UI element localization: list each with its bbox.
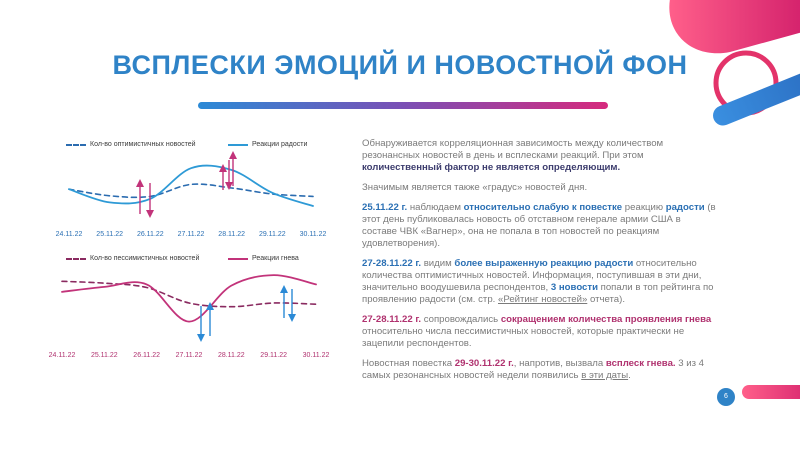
x-tick-label: 28.11.22 bbox=[217, 352, 245, 359]
x-tick-label: 25.11.22 bbox=[90, 352, 118, 359]
news-rating-link[interactable]: «Рейтинг новостей» bbox=[498, 294, 588, 305]
legend-label: Реакции гнева bbox=[252, 255, 299, 262]
paragraph-27-28-anger bbox=[362, 314, 718, 350]
text: 3 из 4 самых резонансных новостей недели появились bbox=[362, 358, 705, 381]
text: отчета). bbox=[587, 294, 625, 305]
paragraph-27-28-joy bbox=[362, 258, 718, 306]
text: видим bbox=[421, 258, 455, 269]
text: попали в топ рейтинга по проявлению радости (см. стр. bbox=[362, 282, 714, 305]
x-tick-label: 29.11.22 bbox=[258, 231, 286, 238]
emphasis-text: количественный фактор не является определяющим. bbox=[362, 162, 621, 173]
x-tick-label: 26.11.22 bbox=[136, 231, 164, 238]
these-dates-link[interactable]: в эти даты bbox=[581, 370, 629, 381]
x-tick-label: 26.11.22 bbox=[133, 352, 161, 359]
series-line-reaction bbox=[69, 166, 313, 206]
emphasis-text: относительно слабую к повестке bbox=[463, 202, 623, 213]
emphasis-text: радости bbox=[665, 202, 705, 213]
paragraph-degree bbox=[362, 182, 718, 194]
x-tick-label: 24.11.22 bbox=[55, 231, 83, 238]
x-tick-label: 25.11.22 bbox=[96, 231, 124, 238]
paragraph-25-11 bbox=[362, 202, 718, 250]
date-text: 27-28.11.22 г. bbox=[362, 314, 422, 325]
x-tick-label: 28.11.22 bbox=[218, 231, 246, 238]
paragraph-29-30 bbox=[362, 358, 718, 382]
date-text: 29-30.11.22 г. bbox=[454, 358, 514, 369]
text: Обнаруживается корреляционная зависимость между количеством резонансных новостей в день и всплесками реакций. При этом bbox=[362, 138, 664, 161]
date-text: 27-28.11.22 г. bbox=[362, 258, 422, 269]
emphasis-text: сокращением количества проявления гнева bbox=[500, 314, 712, 325]
text: , напротив, вызвала bbox=[513, 358, 606, 369]
x-tick-label: 27.11.22 bbox=[177, 231, 205, 238]
legend-label: Реакции радости bbox=[252, 141, 308, 148]
text: сопровождались bbox=[421, 314, 501, 325]
page-number-badge: 6 bbox=[717, 388, 735, 406]
text: относительно количества оптимистичных новостей. Информация, поступившая в эти дни, значительно воодушевила респондентов, bbox=[362, 258, 702, 293]
paragraph-correlation bbox=[362, 138, 718, 174]
text: относительно числа пессимистичных новостей, которые практически не зацепили респондентов. bbox=[362, 326, 685, 349]
emphasis-text: более выраженную реакцию радости bbox=[454, 258, 634, 269]
text-column bbox=[362, 138, 718, 390]
x-tick-label: 30.11.22 bbox=[299, 231, 327, 238]
text: Значимым является также «градус» новостей дня. bbox=[362, 182, 588, 193]
x-tick-label: 24.11.22 bbox=[48, 352, 76, 359]
emphasis-text: всплеск гнева. bbox=[605, 358, 676, 369]
series-line-reaction bbox=[62, 275, 316, 322]
emphasis-text: 3 новости bbox=[550, 282, 598, 293]
x-tick-label: 30.11.22 bbox=[302, 352, 330, 359]
x-tick-label: 27.11.22 bbox=[175, 352, 203, 359]
date-text: 25.11.22 г. bbox=[362, 202, 408, 213]
legend-label: Кол-во пессимистичных новостей bbox=[90, 255, 200, 262]
text: (в этот день публиковалась новость об отставном генерале армии США в составе ЧВК «Вагнер», она не попала в топ новостей по реакциям удовлетворения). bbox=[362, 202, 716, 249]
page-title: ВСПЛЕСКИ ЭМОЦИЙ И НОВОСТНОЙ ФОН bbox=[112, 50, 688, 80]
legend-label: Кол-во оптимистичных новостей bbox=[90, 141, 196, 148]
text: . bbox=[628, 370, 631, 381]
x-tick-label: 29.11.22 bbox=[260, 352, 288, 359]
text: наблюдаем bbox=[407, 202, 464, 213]
text: реакцию bbox=[622, 202, 666, 213]
text: Новостная повестка bbox=[362, 358, 455, 369]
series-line-news bbox=[62, 281, 316, 306]
